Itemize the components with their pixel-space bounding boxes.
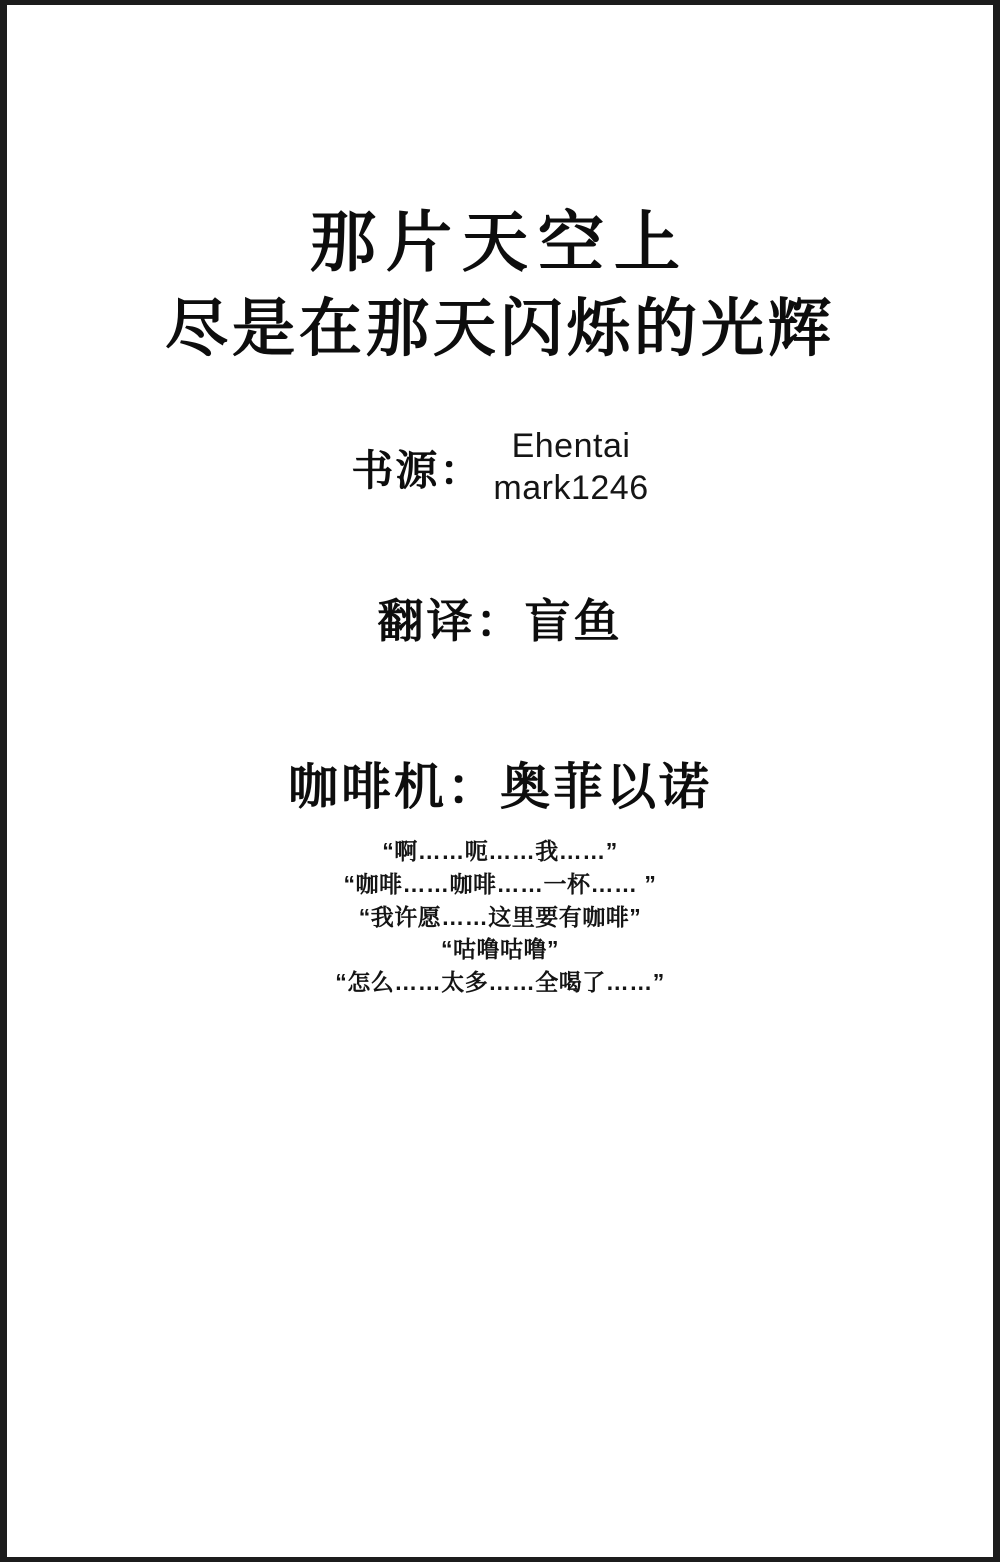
source-label: 书源： bbox=[351, 446, 484, 494]
translator-credit: 翻译：盲鱼 bbox=[377, 595, 623, 648]
quote-line: “咖啡……咖啡……一杯…… ” bbox=[343, 871, 657, 898]
quote-block bbox=[0, 835, 1000, 998]
title-line-1: 那片天空上 bbox=[310, 205, 690, 279]
quote-line: “怎么……太多……全喝了……” bbox=[335, 969, 665, 996]
quote-line: “咕噜咕噜” bbox=[441, 936, 559, 963]
quote-line: “啊……呃……我……” bbox=[382, 838, 618, 865]
coffee-machine-credit: 咖啡机：奥菲以诺 bbox=[288, 759, 712, 816]
quote-line: “我许愿……这里要有咖啡” bbox=[358, 903, 642, 930]
page-border-bottom bbox=[0, 1557, 1000, 1562]
source-value-user: mark1246 bbox=[493, 468, 649, 507]
source-credit-row bbox=[0, 426, 1000, 509]
title-line-2: 尽是在那天闪烁的光辉 bbox=[165, 293, 835, 364]
title-block bbox=[0, 206, 1000, 364]
source-values bbox=[493, 426, 648, 509]
source-value-site: Ehentai bbox=[511, 427, 631, 466]
